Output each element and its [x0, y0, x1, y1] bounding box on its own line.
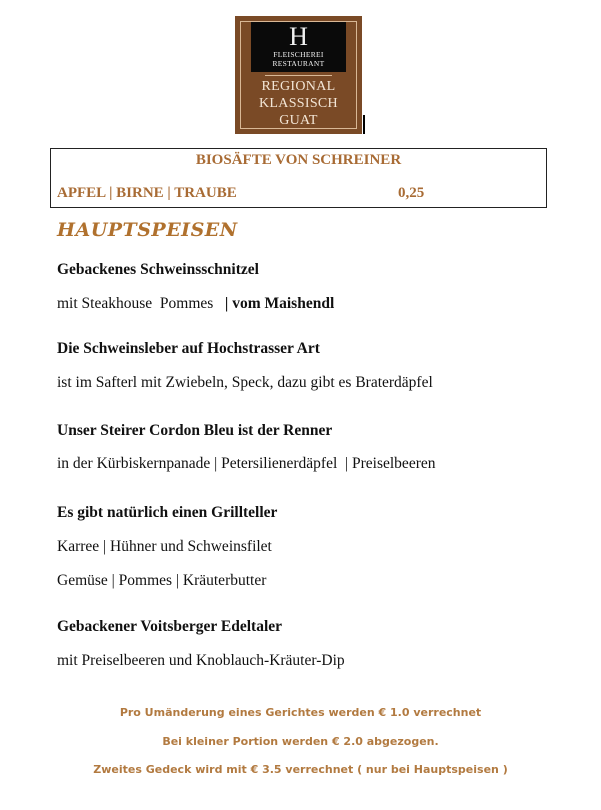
section-title: HAUPTSPEISEN — [57, 219, 238, 241]
logo-subtitle-1: FLEISCHEREI — [273, 50, 324, 59]
logo-panel — [251, 22, 346, 72]
logo-word-1: REGIONAL — [261, 79, 336, 94]
dish-4-desc: Karree | Hühner und Schweinsfilet — [57, 538, 272, 555]
dish-2-name: Die Schweinsleber auf Hochstrasser Art — [57, 340, 320, 357]
text-cursor — [363, 115, 365, 134]
juice-title: BIOSÄFTE VON SCHREINER — [195, 152, 402, 168]
dish-3-desc: in der Kürbiskernpanade | Petersilienerdäpfel | Preiselbeeren — [57, 455, 436, 472]
dish-desc — [57, 538, 272, 556]
logo-subtitle-2: RESTAURANT — [272, 59, 325, 68]
dish-5-name: Gebackener Voitsberger Edeltaler — [57, 618, 283, 635]
juice-size: 0,25 — [398, 185, 425, 201]
logo-tagline — [235, 78, 362, 129]
dish-desc — [57, 455, 436, 473]
logo-word-2: KLASSISCH — [259, 96, 338, 111]
logo-letter: H — [289, 22, 308, 51]
dish-4-name: Es gibt natürlich einen Grillteller — [57, 504, 278, 521]
dish-name — [57, 618, 282, 636]
note-second-cover: Zweites Gedeck wird mit € 3.5 verrechnet ( nur bei Hauptspeisen ) — [93, 763, 508, 776]
dish-name — [57, 340, 320, 358]
logo-word-3: GUAT — [279, 113, 318, 128]
dish-5-desc: mit Preiselbeeren und Knoblauch-Kräuter-Dip — [57, 652, 345, 669]
dish-desc — [57, 374, 433, 392]
dish-2-desc: ist im Safterl mit Zwiebeln, Speck, dazu gibt es Braterdäpfel — [57, 374, 433, 391]
dish-name — [57, 504, 277, 522]
note-change-fee: Pro Umänderung eines Gerichtes werden € 1.0 verrechnet — [119, 706, 482, 719]
dish-name — [57, 422, 332, 440]
dish-desc — [57, 572, 266, 590]
dish-3-name: Unser Steirer Cordon Bleu ist der Renner — [57, 422, 333, 439]
dish-4-desc-2: Gemüse | Pommes | Kräuterbutter — [57, 572, 267, 589]
juice-box — [50, 148, 547, 208]
logo-divider — [265, 75, 332, 76]
dish-desc — [57, 295, 334, 313]
dish-name — [57, 261, 259, 279]
restaurant-logo — [235, 16, 362, 134]
juice-varieties: APFEL | BIRNE | TRAUBE — [57, 185, 237, 201]
dish-1-name: Gebackenes Schweinsschnitzel — [57, 261, 259, 278]
dish-1-desc-bold: | vom Maishendl — [224, 295, 335, 312]
note-small-portion: Bei kleiner Portion werden € 2.0 abgezogen. — [162, 735, 439, 748]
dish-desc — [57, 652, 345, 670]
dish-1-desc: mit Steakhouse Pommes — [57, 295, 225, 312]
